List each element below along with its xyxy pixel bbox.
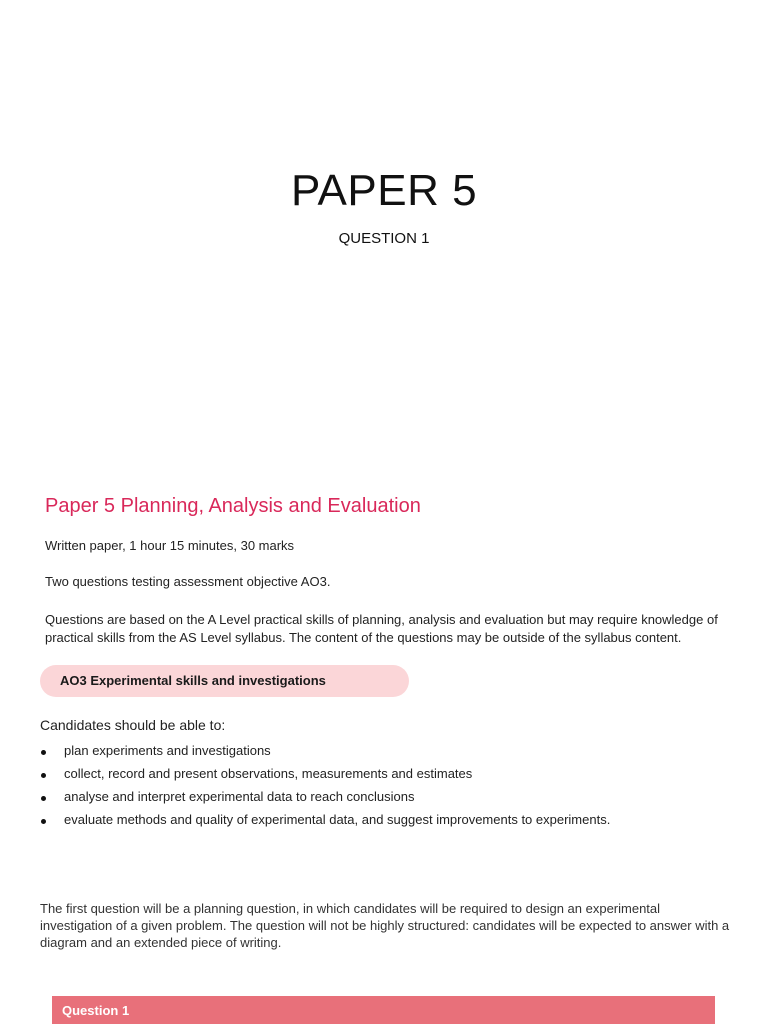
paper-duration-text: Written paper, 1 hour 15 minutes, 30 marks [45, 538, 295, 553]
list-item [40, 789, 610, 812]
question-banner-label: Question 1 [62, 1003, 130, 1018]
candidates-intro: Candidates should be able to: [40, 717, 226, 733]
objective-label: AO3 Experimental skills and investigations [60, 673, 326, 688]
objective-pill [40, 665, 409, 697]
list-item [40, 743, 610, 766]
bullet-icon [41, 819, 46, 824]
list-item-text: analyse and interpret experimental data to reach conclusions [64, 789, 415, 804]
page-title: PAPER 5 [290, 166, 478, 215]
page-subtitle: QUESTION 1 [338, 230, 430, 247]
question-banner [52, 996, 715, 1024]
questions-basis-text: Questions are based on the A Level practical skills of planning, analysis and evaluation but may require knowledge of practical skills from the AS Level syllabus. The content of the questions may be outside of the syllabus content. [45, 612, 718, 645]
list-item [40, 812, 610, 835]
list-item-text: plan experiments and investigations [64, 743, 271, 758]
bullet-icon [41, 750, 46, 755]
section-heading: Paper 5 Planning, Analysis and Evaluation [45, 495, 421, 517]
list-item-text: evaluate methods and quality of experimental data, and suggest improvements to experiments. [64, 812, 611, 827]
bullet-icon [41, 773, 46, 778]
assessment-objective-text: Two questions testing assessment objective AO3. [45, 574, 331, 589]
bullet-icon [41, 796, 46, 801]
list-item [40, 766, 610, 789]
list-item-text: collect, record and present observations, measurements and estimates [64, 766, 473, 781]
planning-question-intro: The first question will be a planning question, in which candidates will be required to design an experimental investigation of a given problem. The question will not be highly structured: candidates will be expected to answer with a diagram and an extended piece of writing. [40, 901, 730, 950]
skills-list [40, 743, 610, 835]
